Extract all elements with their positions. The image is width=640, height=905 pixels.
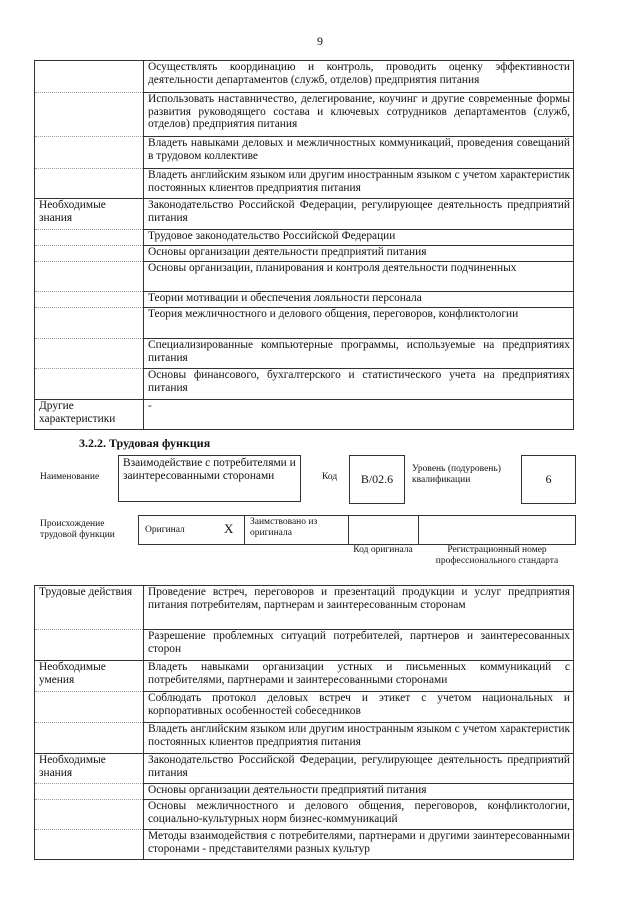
row-text: Теория межличностного и делового общения, переговоров, конфликтологии [144, 308, 574, 339]
row-text: Владеть навыками организации устных и письменных коммуникаций с потребителями, партнерами и заинтересованными сторонами [144, 661, 574, 692]
table-row [35, 630, 574, 661]
level-label: Уровень (подуровень) квалификации [412, 464, 501, 485]
page-number: 9 [317, 34, 323, 48]
row-label [35, 308, 144, 339]
origin-divider [244, 515, 245, 544]
original-label: Оригинал [145, 525, 185, 535]
function-name-box: Взаимодействие с потребителями и заинтересованными сторонами [118, 455, 301, 502]
row-label: Необходимые умения [35, 661, 144, 692]
table-row [35, 784, 574, 800]
origin-label: Происхождение трудовой функции [40, 519, 115, 540]
origin-divider [348, 515, 349, 544]
row-text: Основы организации деятельности предприятий питания [144, 246, 574, 262]
table-row [35, 754, 574, 784]
origin-box [138, 515, 576, 545]
table-row [35, 800, 574, 830]
row-text: Владеть английским языком или другим иностранным языком с учетом характеристик постоянных клиентов предприятия питания [144, 169, 574, 199]
row-text: Разрешение проблемных ситуаций потребителей, партнеров и заинтересованных сторон [144, 630, 574, 661]
row-text: Основы организации деятельности предприятий питания [144, 784, 574, 800]
table-row [35, 723, 574, 754]
level-box: 6 [521, 455, 576, 504]
competency-table-continued [34, 60, 574, 430]
row-text: Методы взаимодействия с потребителями, партнерами и другими заинтересованными сторонами - представителями разных культур [144, 830, 574, 860]
table-row [35, 199, 574, 230]
code-caption: Код оригинала [353, 545, 413, 555]
row-label [35, 262, 144, 292]
row-label [35, 230, 144, 246]
row-text: Основы межличностного и делового общения, переговоров, конфликтологии, социально-культурных норм бизнес-коммуникаций [144, 800, 574, 830]
table-row [35, 661, 574, 692]
table-row [35, 262, 574, 292]
row-text: Основы финансового, бухгалтерского и статистического учета на предприятиях питания [144, 369, 574, 400]
row-text: Проведение встреч, переговоров и презентаций продукции и услуг предприятия питания потребителям, партнерам и заинтересованным сторонам [144, 586, 574, 630]
section-title: 3.2.2. Трудовая функция [79, 436, 211, 450]
row-label [35, 246, 144, 262]
row-text: Соблюдать протокол деловых встреч и этикет с учетом национальных и корпоративных особенностей собеседников [144, 692, 574, 723]
table-row [35, 369, 574, 400]
row-text: - [144, 400, 574, 430]
row-label [35, 292, 144, 308]
row-label [35, 830, 144, 860]
borrowed-label: Заимствовано из оригинала [250, 517, 318, 538]
row-text: Теории мотивации и обеспечения лояльности персонала [144, 292, 574, 308]
table-row [35, 246, 574, 262]
row-text: Трудовое законодательство Российской Федерации [144, 230, 574, 246]
row-label: Трудовые действия [35, 586, 144, 630]
row-label: Необходимые знания [35, 754, 144, 784]
row-label [35, 692, 144, 723]
row-label [35, 630, 144, 661]
row-label [35, 137, 144, 169]
row-label: Необходимые знания [35, 199, 144, 230]
row-text: Законодательство Российской Федерации, регулирующее деятельность предприятий питания [144, 754, 574, 784]
row-label [35, 784, 144, 800]
table-row [35, 93, 574, 137]
row-label [35, 61, 144, 93]
row-text: Владеть навыками деловых и межличностных коммуникаций, проведения совещаний в трудовом коллективе [144, 137, 574, 169]
row-text: Осуществлять координацию и контроль, проводить оценку эффективности деятельности департаментов (служб, отделов) предприятия питания [144, 61, 574, 93]
name-label: Наименование [40, 472, 100, 482]
table-row [35, 230, 574, 246]
row-label [35, 169, 144, 199]
row-label [35, 93, 144, 137]
row-text: Законодательство Российской Федерации, регулирующее деятельность предприятий питания [144, 199, 574, 230]
table-row [35, 339, 574, 369]
table-row [35, 308, 574, 339]
table-row [35, 292, 574, 308]
table-row [35, 400, 574, 430]
row-label [35, 723, 144, 754]
row-label [35, 339, 144, 369]
origin-divider [418, 515, 419, 544]
code-box: B/02.6 [349, 455, 405, 504]
table-row [35, 830, 574, 860]
code-label: Код [322, 472, 338, 482]
table-row [35, 692, 574, 723]
row-text: Основы организации, планирования и контроля деятельности подчиненных [144, 262, 574, 292]
row-label: Другие характеристики [35, 400, 144, 430]
table-row [35, 137, 574, 169]
original-mark: X [224, 521, 234, 536]
labor-function-table [34, 585, 574, 860]
row-text: Владеть английским языком или другим иностранным языком с учетом характеристик постоянных клиентов предприятия питания [144, 723, 574, 754]
table-row [35, 61, 574, 93]
row-label [35, 369, 144, 400]
row-label [35, 800, 144, 830]
row-text: Использовать наставничество, делегирование, коучинг и другие современные формы развития руководящего состава и ключевых сотрудников департаментов (служб, отделов) предприятия питания [144, 93, 574, 137]
row-text: Специализированные компьютерные программы, используемые на предприятиях питания [144, 339, 574, 369]
table-row [35, 586, 574, 630]
reg-caption: Регистрационный номер профессионального стандарта [435, 545, 559, 566]
table-row [35, 169, 574, 199]
